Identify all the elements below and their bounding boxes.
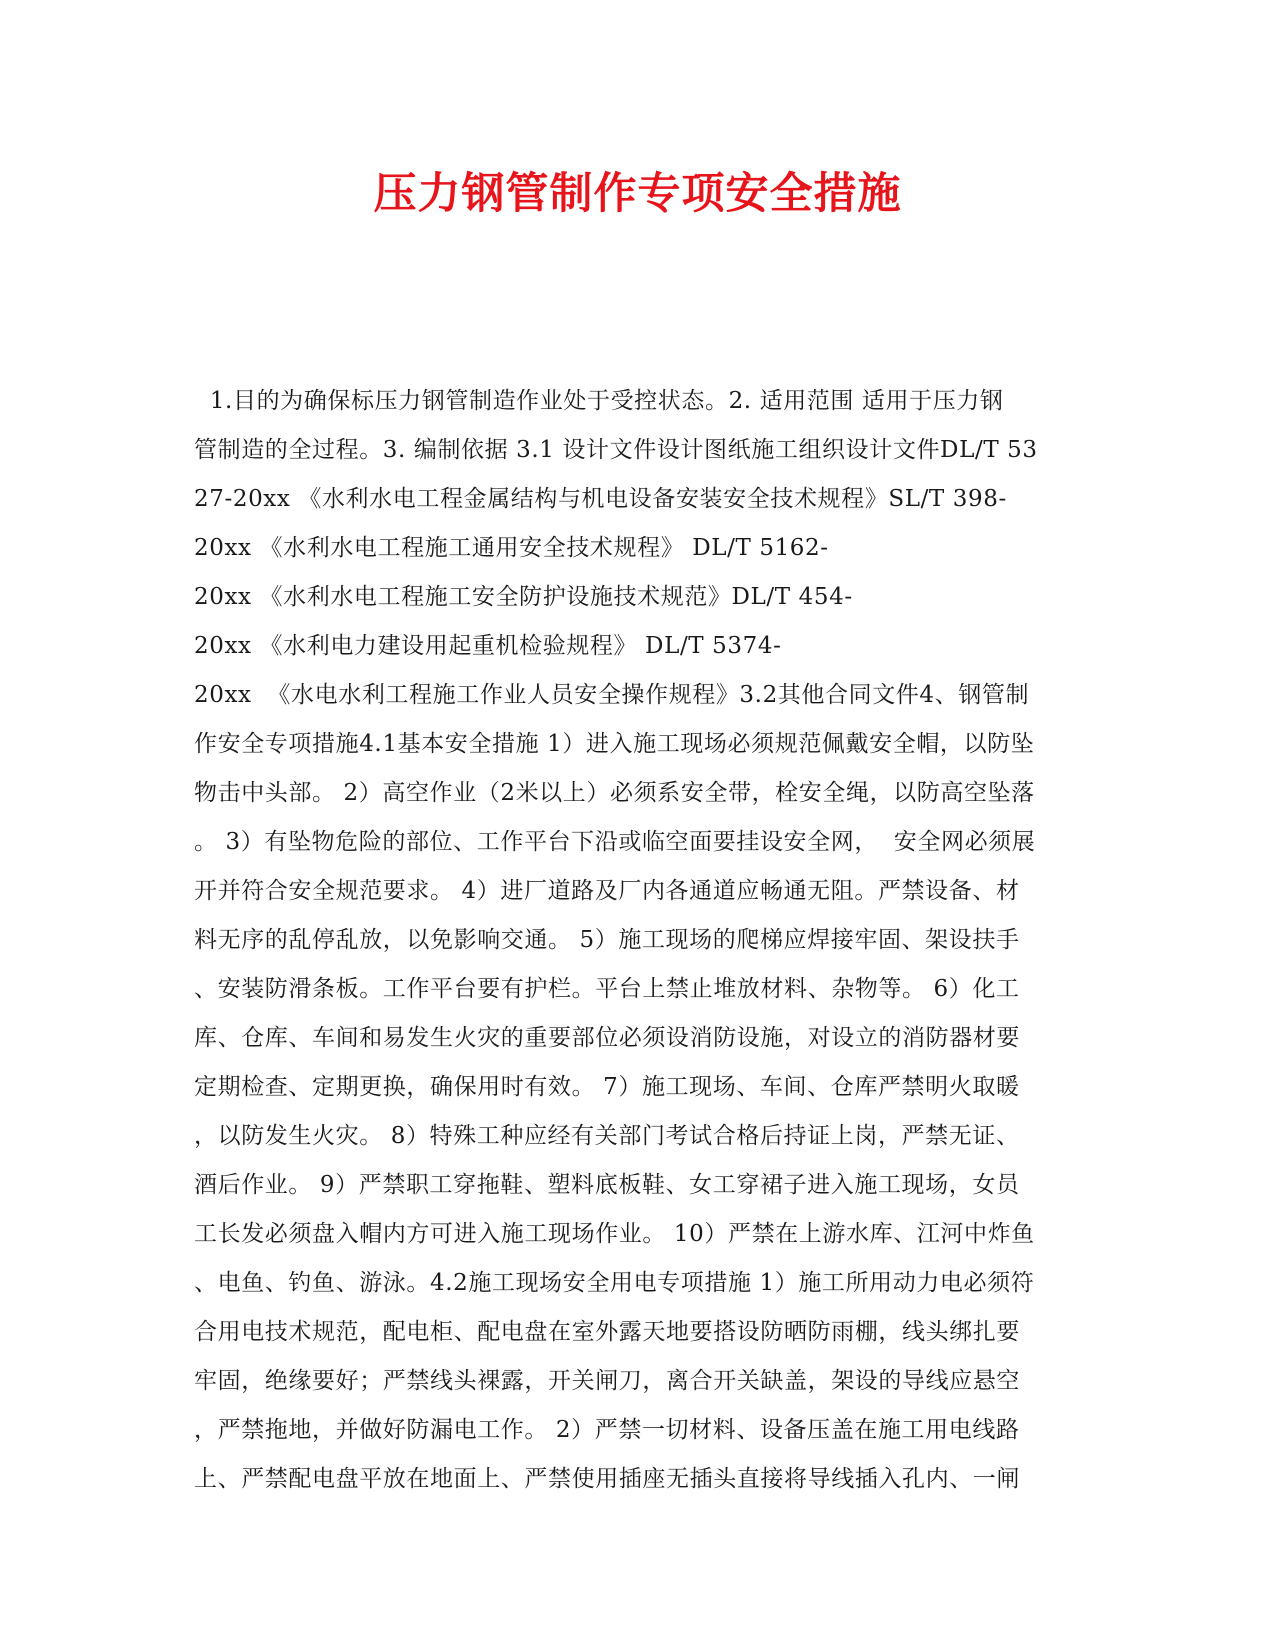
- body-line: 管制造的全过程。3. 编制依据 3.1 设计文件设计图纸施工组织设计文件DL/T 53: [194, 437, 1038, 463]
- body-line: 20xx 《水利水电工程施工通用安全技术规程》 DL/T 5162-: [194, 535, 829, 561]
- body-line: 开并符合安全规范要求。 4）进厂道路及厂内各通道应畅通无阻。严禁设备、材: [194, 878, 1020, 904]
- body-line: 定期检查、定期更换，确保用时有效。 7）施工现场、车间、仓库严禁明火取暖: [194, 1074, 1020, 1100]
- body-line: 20xx 《水电水利工程施工作业人员安全操作规程》3.2其他合同文件4、钢管制: [194, 682, 1030, 708]
- body-line: 、安装防滑条板。工作平台要有护栏。平台上禁止堆放材料、杂物等。 6）化工: [194, 976, 1020, 1002]
- body-line: 1.目的为确保标压力钢管制造作业处于受控状态。2. 适用范围 适用于压力钢: [194, 388, 1004, 414]
- body-line: 20xx 《水利水电工程施工安全防护设施技术规范》DL/T 454-: [194, 584, 853, 610]
- body-line: 作安全专项措施4.1基本安全措施 1）进入施工现场必须规范佩戴安全帽，以防坠: [194, 731, 1035, 757]
- body-line: 20xx 《水利电力建设用起重机检验规程》 DL/T 5374-: [194, 633, 782, 659]
- body-line: 上、严禁配电盘平放在地面上、严禁使用插座无插头直接将导线插入孔内、一闸: [194, 1466, 1020, 1492]
- body-line: 合用电技术规范，配电柜、配电盘在室外露天地要搭设防晒防雨棚，线头绑扎要: [194, 1319, 1020, 1345]
- body-line: 工长发必须盘入帽内方可进入施工现场作业。 10）严禁在上游水库、江河中炸鱼: [194, 1221, 1035, 1247]
- body-line: 牢固，绝缘要好；严禁线头裸露，开关闸刀，离合开关缺盖，架设的导线应悬空: [194, 1368, 1020, 1394]
- body-line: 酒后作业。 9）严禁职工穿拖鞋、塑料底板鞋、女工穿裙子进入施工现场，女员: [194, 1172, 1020, 1198]
- body-line: 27-20xx 《水利水电工程金属结构与机电设备安装安全技术规程》SL/T 398-: [194, 486, 1007, 512]
- body-line: 物击中头部。 2）高空作业（2米以上）必须系安全带，栓安全绳，以防高空坠落: [194, 780, 1035, 806]
- body-line: 库、仓库、车间和易发生火灾的重要部位必须设消防设施，对设立的消防器材要: [194, 1025, 1020, 1051]
- body-line: ，严禁拖地，并做好防漏电工作。 2）严禁一切材料、设备压盖在施工用电线路: [194, 1417, 1020, 1443]
- body-line: ，以防发生火灾。 8）特殊工种应经有关部门考试合格后持证上岗，严禁无证、: [194, 1123, 1020, 1149]
- body-line: 。 3）有坠物危险的部位、工作平台下沿或临空面要挂设安全网， 安全网必须展: [194, 829, 1036, 855]
- body-line: 料无序的乱停乱放，以免影响交通。 5）施工现场的爬梯应焊接牢固、架设扶手: [194, 927, 1020, 953]
- body-line: 、电鱼、钓鱼、游泳。4.2施工现场安全用电专项措施 1）施工所用动力电必须符: [194, 1270, 1035, 1296]
- document-body: [194, 377, 1094, 1504]
- document-title: 压力钢管制作专项安全措施: [373, 169, 902, 219]
